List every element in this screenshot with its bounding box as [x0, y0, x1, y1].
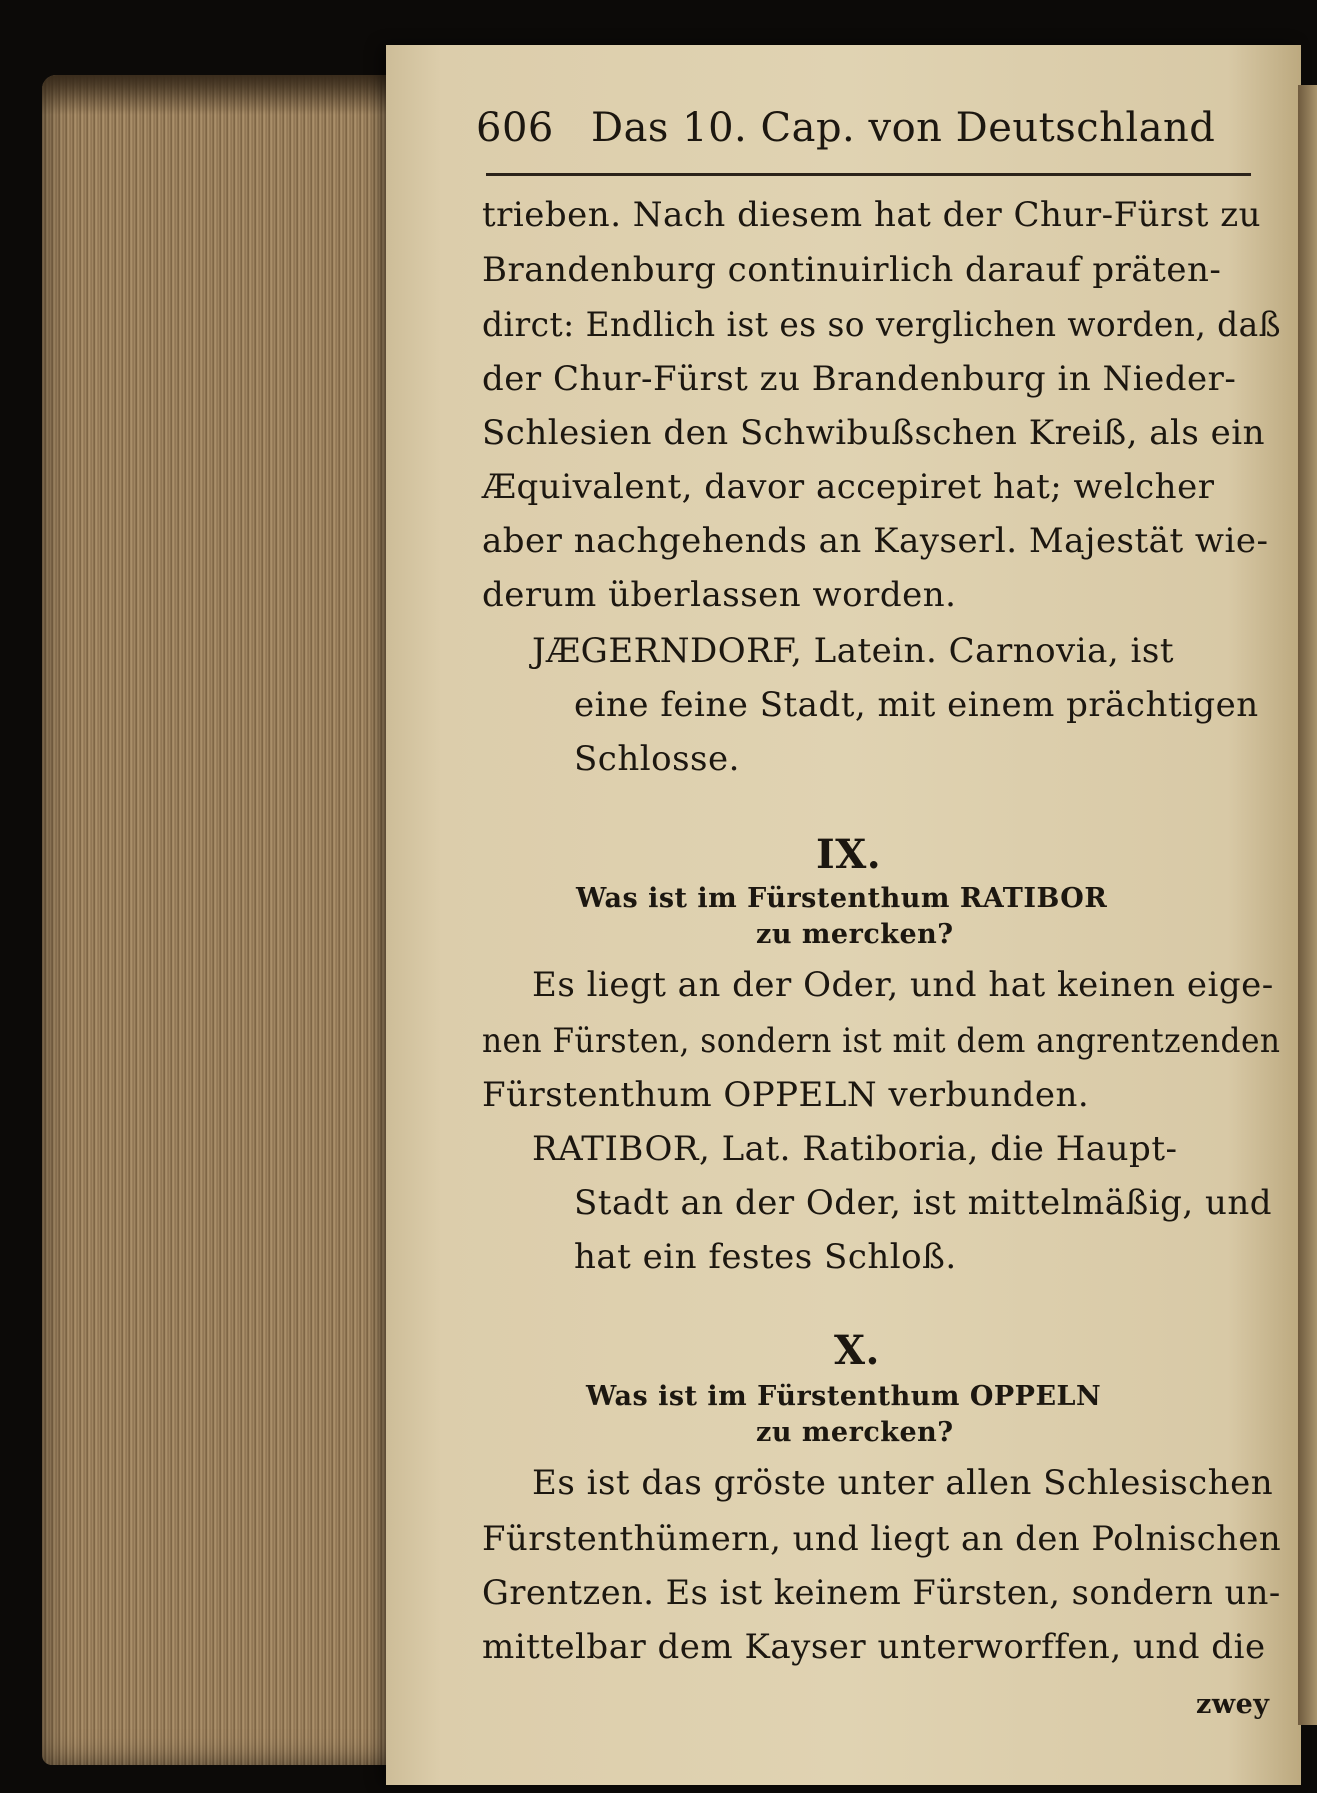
book-page [386, 45, 1301, 1785]
book [30, 45, 1317, 1785]
page-edges-shadow [42, 75, 422, 115]
text-line: der Chur-Fürst zu Brandenburg in Nieder- [482, 359, 1237, 399]
text-line: dirct: Endlich ist es so verglichen worden, daß [482, 305, 1282, 345]
text-line: trieben. Nach diesem hat der Chur-Fürst zu [482, 195, 1262, 235]
page-number: 606 [476, 105, 554, 151]
section-question: zu mercken? [756, 919, 954, 950]
text-line: Schlosse. [574, 739, 740, 779]
text-line: nen Fürsten, sondern ist mit dem angrentzenden [482, 1021, 1281, 1061]
catchword: zwey [1196, 1689, 1270, 1720]
section-numeral: X. [834, 1327, 880, 1374]
text-line: Schlesien den Schwibußschen Kreiß, als ein [482, 413, 1266, 453]
text-line: Brandenburg continuirlich darauf präten- [482, 250, 1222, 290]
text-line: derum überlassen worden. [482, 575, 957, 615]
header-rule [486, 173, 1251, 176]
text-line: mittelbar dem Kayser unterworffen, und die [482, 1627, 1266, 1667]
text-line: Es liegt an der Oder, und hat keinen eige- [532, 965, 1274, 1005]
text-line: Æquivalent, davor accepiret hat; welcher [482, 467, 1215, 507]
text-line: Fürstenthümern, und liegt an den Polnischen [482, 1519, 1282, 1559]
text-line: RATIBOR, Lat. Ratiboria, die Haupt- [532, 1129, 1178, 1169]
text-line: Es ist das gröste unter allen Schlesischen [532, 1463, 1274, 1503]
adjacent-page-edge [1298, 85, 1317, 1725]
text-line: Grentzen. Es ist keinem Fürsten, sondern un- [482, 1573, 1281, 1613]
section-numeral: IX. [816, 831, 882, 878]
text-line: eine feine Stadt, mit einem prächtigen [574, 685, 1259, 725]
text-line: JÆGERNDORF, Latein. Carnovia, ist [532, 631, 1175, 671]
section-question: zu mercken? [756, 1417, 954, 1448]
page-edges [42, 75, 422, 1765]
text-line: Fürstenthum OPPELN verbunden. [482, 1075, 1090, 1115]
text-line: Stadt an der Oder, ist mittelmäßig, und [574, 1183, 1273, 1223]
text-line: aber nachgehends an Kayserl. Majestät wie- [482, 521, 1269, 561]
section-question: Was ist im Fürstenthum RATIBOR [576, 883, 1108, 914]
running-title: Das 10. Cap. von Deutschland [591, 105, 1216, 151]
section-question: Was ist im Fürstenthum OPPELN [586, 1381, 1102, 1412]
text-line: hat ein festes Schloß. [574, 1237, 957, 1277]
